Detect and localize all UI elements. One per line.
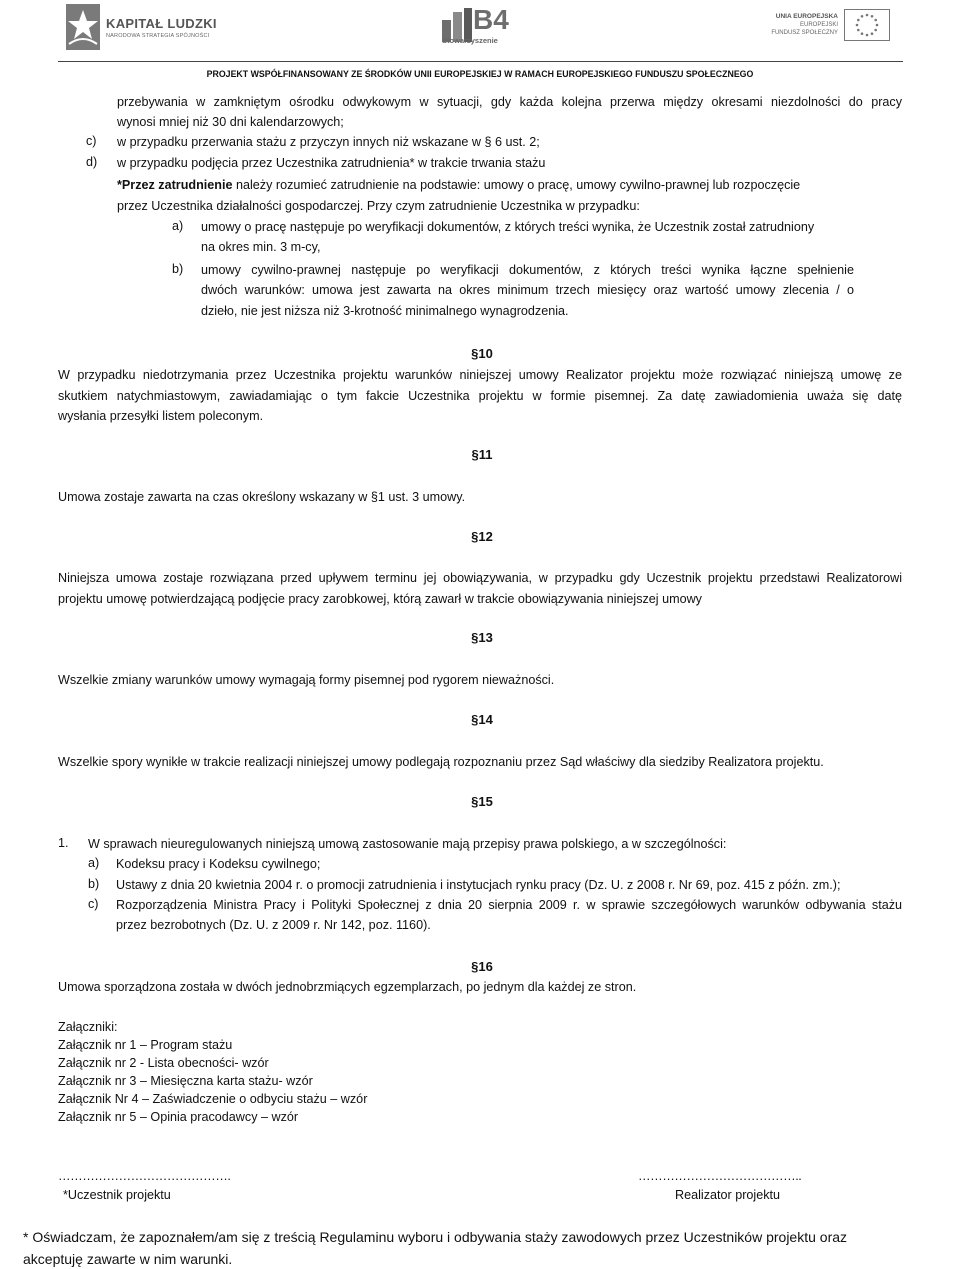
section-15-title: §15 — [471, 794, 493, 809]
footer-declaration-line-2: akceptuję zawarte w nim warunki. — [23, 1251, 233, 1267]
item-d-marker: d) — [86, 155, 98, 169]
signature-right-label: Realizator projektu — [675, 1188, 780, 1202]
page-header — [0, 0, 960, 86]
signature-right-line: ………………………………….. — [638, 1169, 802, 1183]
employment-note-line-1 — [117, 177, 800, 193]
section-10-line-1: W przypadku niedotrzymania przez Uczestnika projektu warunków niniejszej umowy Realizator projektu może rozwiązać niniejszą umowę ze — [58, 368, 902, 382]
kapital-ludzki-emblem-icon — [66, 4, 100, 50]
attachments-heading: Załączniki: — [58, 1020, 118, 1034]
section-14-line-1: Wszelkie spory wynikłe w trakcie realizacji niniejszej umowy podlegają rozpoznaniu przez Sąd właściwy dla siedziby Realizatora projektu. — [58, 755, 824, 769]
section-15-c-line-1: Rozporządzenia Ministra Pracy i Polityki Społecznej z dnia 20 sierpnia 2009 r. w sprawie szczegółowych warunków odbywania stażu — [116, 898, 902, 912]
section-15-item-1-text: W sprawach nieuregulowanych niniejszą umową zastosowanie mają przepisy prawa polskiego, a w szczególności: — [88, 837, 727, 851]
section-12-line-2: projektu umowę potwierdzającą podjęcie pracy zarobkowej, którą zawarł w trakcie obowiązywania niniejszej umowy — [58, 592, 702, 606]
employment-note-line-2: przez Uczestnika działalności gospodarczej. Przy czym zatrudnienie Uczestnika w przypadku: — [117, 199, 640, 213]
footer-declaration-line-1: * Oświadczam, że zapoznałem/am się z treścią Regulaminu wyboru i odbywania staży zawodowych przez Uczestników projektu oraz — [23, 1229, 848, 1245]
item-c-text: w przypadku przerwania stażu z przyczyn innych niż wskazane w § 6 ust. 2; — [117, 135, 540, 149]
section-16-line-1: Umowa sporządzona została w dwóch jednobrzmiących egzemplarzach, po jednym dla każdej ze stron. — [58, 980, 637, 994]
section-12-title: §12 — [471, 529, 493, 544]
sub-b-line-1: umowy cywilno-prawnej następuje po weryfikacji dokumentów, z których treści wynika łączne spełnienie — [201, 263, 854, 277]
signature-left-label: *Uczestnik projektu — [63, 1188, 171, 1202]
section-15-b-marker: b) — [88, 877, 100, 891]
section-10-line-2: skutkiem natychmiastowym, zawiadamiając o tym fakcie Uczestnika projektu w formie pisemnej. Za datę zawiadomienia uważa się datę — [58, 389, 902, 403]
eu-flag-icon — [844, 9, 890, 41]
header-rule — [58, 61, 903, 62]
section-15-a-marker: a) — [88, 856, 100, 870]
kapital-ludzki-title: KAPITAŁ LUDZKI — [106, 16, 217, 31]
section-13-title: §13 — [471, 630, 493, 645]
sub-b-line-3: dzieło, nie jest niższa niż 3-krotność minimalnego wynagrodzenia. — [201, 304, 569, 318]
section-13-line-1: Wszelkie zmiany warunków umowy wymagają formy pisemnej pod rygorem nieważności. — [58, 673, 555, 687]
section-15-a-text: Kodeksu pracy i Kodeksu cywilnego; — [116, 857, 321, 871]
eu-line-2: EUROPEJSKI — [799, 22, 838, 28]
b4-subtitle: Stowarzyszenie — [442, 36, 498, 45]
employment-note-bold: *Przez zatrudnienie — [117, 178, 233, 192]
kapital-ludzki-logo — [66, 4, 246, 52]
section-10-line-3: wysłania przesyłki listem poleconym. — [58, 409, 264, 423]
eu-line-1: UNIA EUROPEJSKA — [775, 13, 838, 20]
employment-note-text: należy rozumieć zatrudnienie na podstawie: umowy o pracę, umowy cywilno-prawnej lub rozpoczęcie — [232, 178, 801, 192]
section-11-title: §11 — [471, 447, 493, 462]
b4-logo — [442, 4, 522, 48]
sub-b-marker: b) — [172, 262, 184, 276]
kapital-ludzki-subtitle: NARODOWA STRATEGIA SPÓJNOŚCI — [106, 33, 210, 39]
sub-b-line-2: dwóch warunków: umowa jest zawarta na okres minimum trzech miesięcy oraz wartość umowy zlecenia / o — [201, 283, 854, 297]
attachment-item: Załącznik nr 1 – Program stażu — [58, 1038, 233, 1052]
attachment-item: Załącznik nr 5 – Opinia pracodawcy – wzór — [58, 1110, 299, 1124]
section-15-b-text: Ustawy z dnia 20 kwietnia 2004 r. o promocji zatrudnienia i instytucjach rynku pracy (Dz. U. z 2008 r. Nr 69, poz. 415 z późn. zm.); — [116, 878, 841, 892]
section-10-title: §10 — [471, 346, 493, 361]
b4-title: B4 — [473, 4, 509, 35]
eu-logo — [770, 8, 890, 44]
eu-line-3: FUNDUSZ SPOŁECZNY — [771, 30, 838, 36]
top-para-line-1: przebywania w zamkniętym ośrodku odwykowym w sytuacji, gdy każda kolejna przerwa między okresami niezdolności do pracy — [117, 95, 902, 109]
attachment-item: Załącznik nr 2 - Lista obecności- wzór — [58, 1056, 269, 1070]
section-15-c-marker: c) — [88, 897, 99, 911]
signature-left-line: ……………………………………. — [58, 1169, 231, 1183]
sub-a-marker: a) — [172, 219, 184, 233]
section-11-line-1: Umowa zostaje zawarta na czas określony wskazany w §1 ust. 3 umowy. — [58, 490, 466, 504]
attachment-item: Załącznik Nr 4 – Zaświadczenie o odbyciu stażu – wzór — [58, 1092, 368, 1106]
item-d-text: w przypadku podjęcia przez Uczestnika zatrudnienia* w trakcie trwania stażu — [117, 156, 546, 170]
sub-a-line-2: na okres min. 3 m-cy, — [201, 240, 321, 254]
project-line: PROJEKT WSPÓŁFINANSOWANY ZE ŚRODKÓW UNII EUROPEJSKIEJ W RAMACH EUROPEJSKIEGO FUNDUSZU SPOŁECZNEGO — [206, 69, 754, 79]
attachment-item: Załącznik nr 3 – Miesięczna karta stażu- wzór — [58, 1074, 313, 1088]
top-para-line-2: wynosi mniej niż 30 dni kalendarzowych; — [117, 115, 344, 129]
section-12-line-1: Niniejsza umowa zostaje rozwiązana przed upływem terminu jej obowiązywania, w przypadku gdy Uczestnik projektu przedstawi Realizatorowi — [58, 571, 902, 585]
section-16-title: §16 — [471, 959, 493, 974]
sub-a-line-1: umowy o pracę następuje po weryfikacji dokumentów, z których treści wynika, że Uczestnik został zatrudniony — [201, 220, 815, 234]
section-14-title: §14 — [471, 712, 493, 727]
section-15-item-1-marker: 1. — [58, 836, 69, 850]
item-c-marker: c) — [86, 134, 97, 148]
section-15-c-line-2: przez bezrobotnych (Dz. U. z 2009 r. Nr 142, poz. 1160). — [116, 918, 431, 932]
